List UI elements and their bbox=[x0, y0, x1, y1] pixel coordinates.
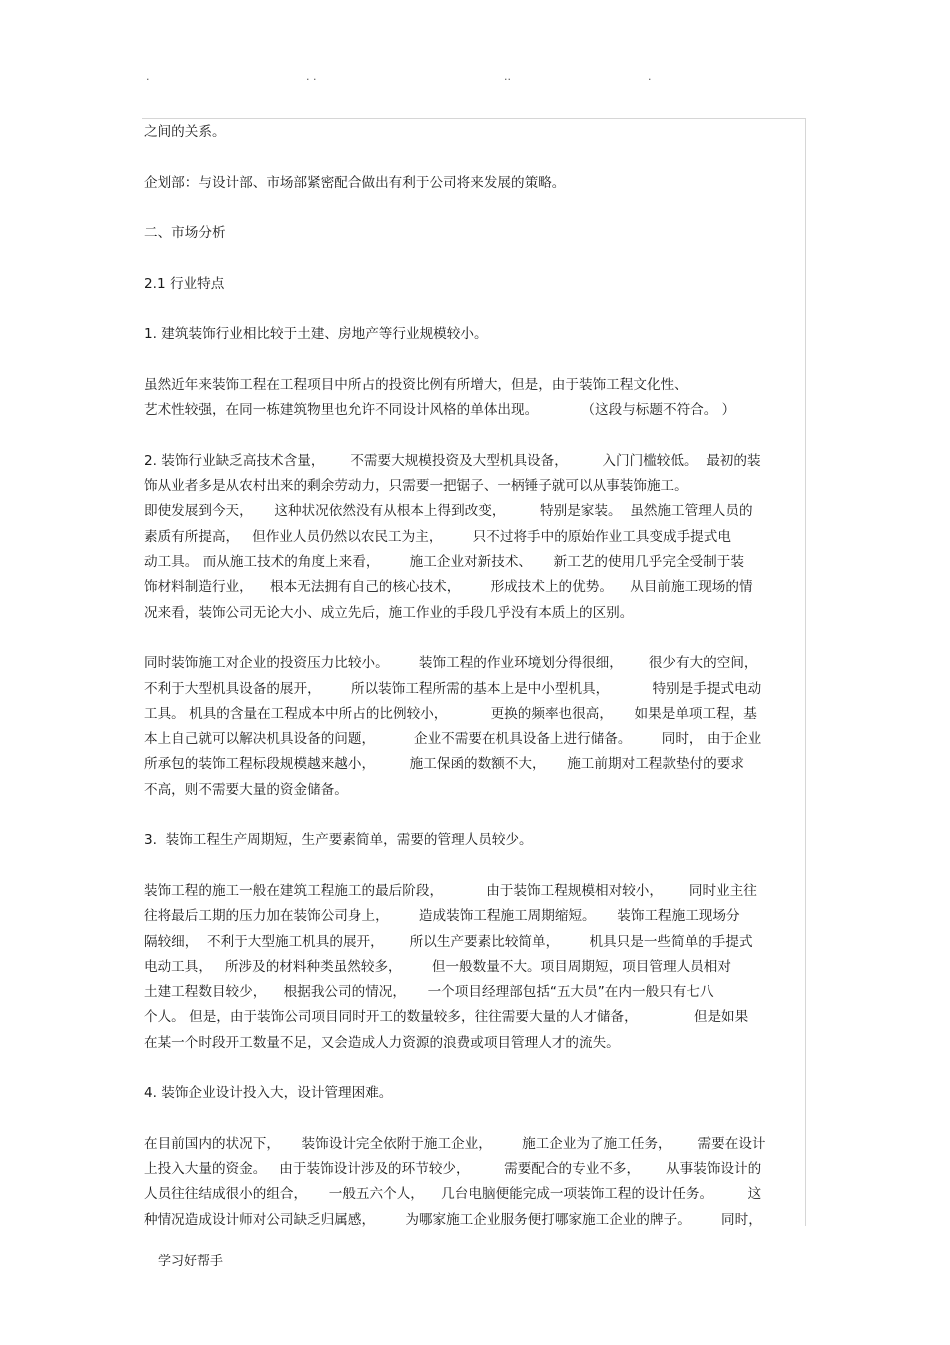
paragraph-gap bbox=[144, 626, 806, 651]
paragraph-gap bbox=[144, 348, 806, 373]
text-line: 隔较细， 不利于大型施工机具的展开， 所以生产要素比较简单， 机具只是一些简单的手提式 bbox=[144, 933, 753, 950]
text-line: 3. 装饰工程生产周期短，生产要素简单，需要的管理人员较少。 bbox=[144, 832, 533, 849]
paragraph-p12 bbox=[144, 1132, 806, 1233]
paragraph-p2 bbox=[144, 171, 806, 196]
text-line: 艺术性较强，在同一栋建筑物里也允许不同设计风格的单体出现。 （这段与标题不符合。 ） bbox=[144, 402, 736, 419]
text-line: 在目前国内的状况下， 装饰设计完全依附于施工企业， 施工企业为了施工任务， 需要在设计 bbox=[144, 1135, 766, 1152]
text-line: 饰从业者多是从农村出来的剩余劳动力，只需要一把锯子、一柄锤子就可以从事装饰施工。 bbox=[144, 478, 688, 495]
text-line: 所承包的装饰工程标段规模越来越小， 施工保函的数额不大， 施工前期对工程款垫付的要求 bbox=[144, 756, 744, 773]
paragraph-p9 bbox=[144, 828, 806, 853]
text-line: 种情况造成设计师对公司缺乏归属感， 为哪家施工企业服务便打哪家施工企业的牌子。 同时， bbox=[144, 1211, 762, 1228]
text-line: 同时装饰施工对企业的投资压力比较小。 装饰工程的作业环境划分得很细， 很少有大的空间， bbox=[144, 655, 758, 672]
header-mark: . bbox=[146, 70, 150, 83]
text-line: 况来看，装饰公司无论大小、成立先后，施工作业的手段几乎没有本质上的区别。 bbox=[144, 604, 634, 621]
paragraph-gap bbox=[144, 1107, 806, 1132]
paragraph-p5 bbox=[144, 322, 806, 347]
text-line: 往将最后工期的压力加在装饰公司身上， 造成装饰工程施工周期缩短。 装饰工程施工现场分 bbox=[144, 908, 740, 925]
text-line: 饰材料制造行业， 根本无法拥有自己的核心技术， 形成技术上的优势。 从目前施工现场的情 bbox=[144, 579, 753, 596]
text-line: 2.1 行业特点 bbox=[144, 275, 225, 292]
text-line: 上投入大量的资金。 由于装饰设计涉及的环节较少， 需要配合的专业不多， 从事装饰设计的 bbox=[144, 1161, 762, 1178]
text-line: 在某一个时段开工数量不足，又会造成人力资源的浪费或项目管理人才的流失。 bbox=[144, 1034, 620, 1051]
text-line: 4. 装饰企业设计投入大，设计管理困难。 bbox=[144, 1085, 393, 1102]
paragraph-p10 bbox=[144, 879, 806, 1056]
paragraph-p1 bbox=[144, 120, 806, 145]
header-mark: . bbox=[648, 70, 652, 83]
paragraph-gap bbox=[144, 803, 806, 828]
paragraph-gap bbox=[144, 1056, 806, 1081]
paragraph-gap bbox=[144, 297, 806, 322]
paragraph-p11 bbox=[144, 1081, 806, 1106]
text-line: 即使发展到今天， 这种状况依然没有从根本上得到改变， 特别是家装。 虽然施工管理人员的 bbox=[144, 503, 753, 520]
header-mark: .. bbox=[504, 70, 511, 83]
text-line: 1. 建筑装饰行业相比较于土建、房地产等行业规模较小。 bbox=[144, 326, 488, 343]
paragraph-p8 bbox=[144, 651, 806, 803]
text-line: 之间的关系。 bbox=[144, 124, 226, 140]
text-line: 本上自己就可以解决机具设备的问题， 企业不需要在机具设备上进行储备。 同时， 由于企业 bbox=[144, 731, 762, 748]
paragraph-gap bbox=[144, 196, 806, 221]
text-line: 企划部：与设计部、市场部紧密配合做出有利于公司将来发展的策略。 bbox=[144, 174, 566, 191]
text-line: 动工具。 而从施工技术的角度上来看， 施工企业对新技术、 新工艺的使用几乎完全受制于装 bbox=[144, 554, 744, 571]
text-line: 工具。 机具的含量在工程成本中所占的比例较小， 更换的频率也很高， 如果是单项工程，基 bbox=[144, 705, 757, 722]
text-line: 不高，则不需要大量的资金储备。 bbox=[144, 781, 348, 798]
header-mark: . . bbox=[306, 70, 317, 83]
text-line: 不利于大型机具设备的展开， 所以装饰工程所需的基本上是中小型机具， 特别是手提式电动 bbox=[144, 680, 762, 697]
paragraph-gap bbox=[144, 246, 806, 271]
text-line: 电动工具， 所涉及的材料种类虽然较多， 但一般数量不大。项目周期短，项目管理人员相对 bbox=[144, 958, 731, 975]
paragraph-gap bbox=[144, 854, 806, 879]
paragraph-p6 bbox=[144, 373, 806, 424]
text-line: 素质有所提高， 但作业人员仍然以农民工为主， 只不过将手中的原始作业工具变成手提式电 bbox=[144, 528, 731, 545]
paragraph-p3 bbox=[144, 221, 806, 246]
document-body bbox=[144, 120, 806, 1233]
page-header-marks bbox=[0, 70, 950, 84]
text-line: 虽然近年来装饰工程在工程项目中所占的投资比例有所增大，但是，由于装饰工程文化性、 bbox=[144, 376, 688, 393]
text-line: 人员往往结成很小的组合， 一般五六个人， 几台电脑便能完成一项装饰工程的设计任务。 这 bbox=[144, 1186, 762, 1203]
text-line: 土建工程数目较少， 根据我公司的情况， 一个项目经理部包括“五大员”在内一般只有七八 bbox=[144, 984, 714, 1001]
text-line: 2. 装饰行业缺乏高技术含量， 不需要大规模投资及大型机具设备， 入门门槛较低。 最初的装 bbox=[144, 452, 761, 469]
text-line: 装饰工程的施工一般在建筑工程施工的最后阶段， 由于装饰工程规模相对较小， 同时业主往 bbox=[144, 882, 757, 899]
paragraph-gap bbox=[144, 424, 806, 449]
paragraph-p7 bbox=[144, 449, 806, 626]
page-footer: 学习好帮手 bbox=[158, 1254, 224, 1269]
paragraph-p4 bbox=[144, 272, 806, 297]
text-line: 二、市场分析 bbox=[144, 225, 226, 242]
paragraph-gap bbox=[144, 145, 806, 170]
text-line: 个人。 但是，由于装饰公司项目同时开工的数量较多，往往需要大量的人才储备， 但是如果 bbox=[144, 1009, 749, 1026]
